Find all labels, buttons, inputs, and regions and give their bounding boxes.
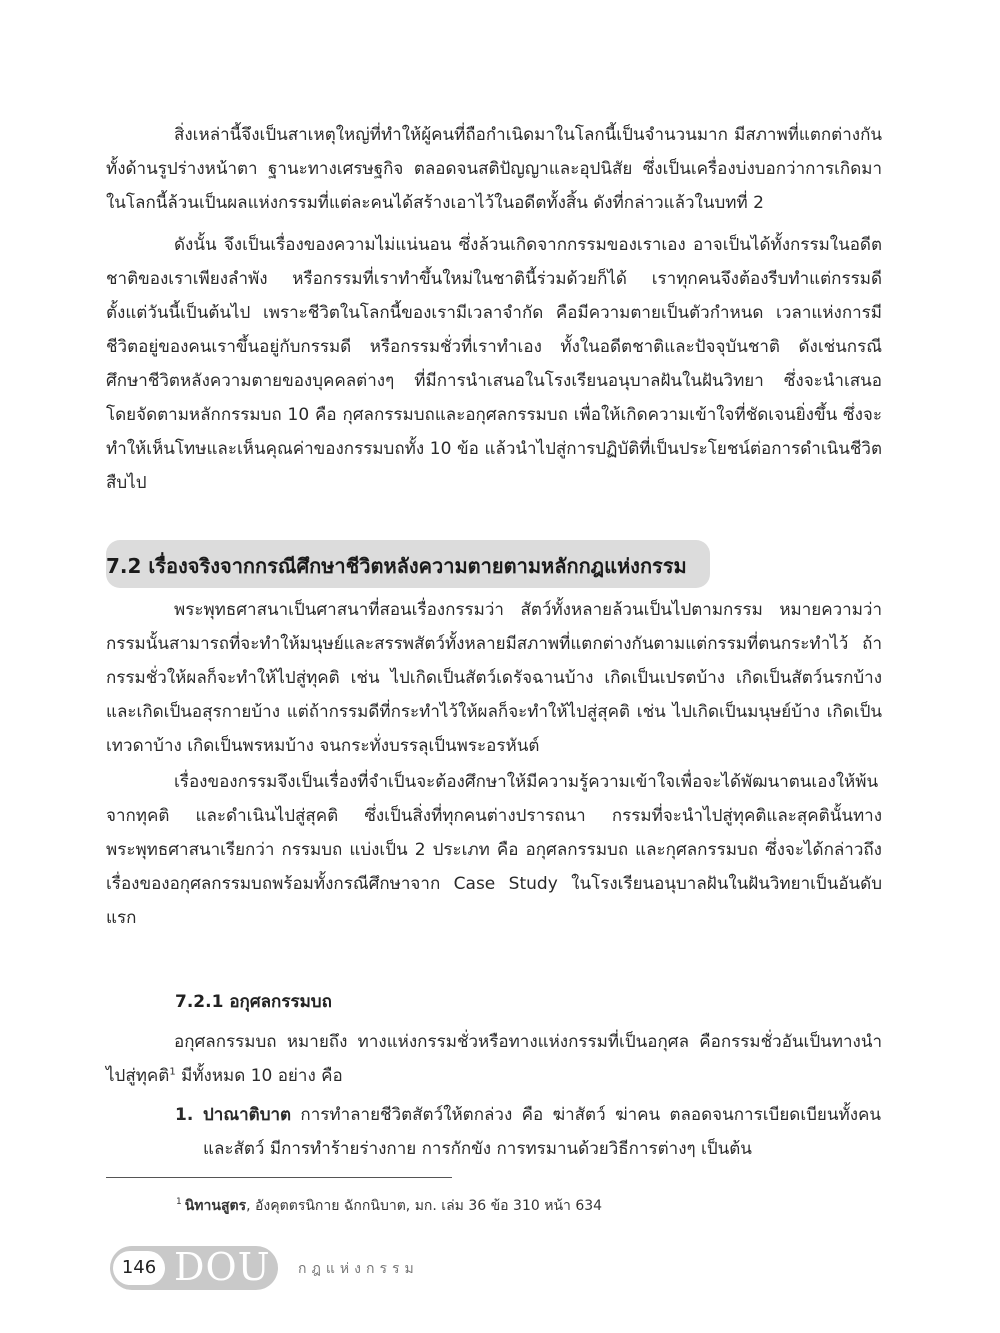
paragraph-5-text: อกุศลกรรมบถ หมายถึง ทางแห่งกรรมชั่วหรือทางแห่งกรรมที่เป็นอกุศล คือกรรมชั่วอันเป็นทางนำไปสู่ทุคติ [106, 1032, 882, 1086]
paragraph-3 [106, 593, 882, 763]
list-item-number: 1. [175, 1105, 194, 1125]
paragraph-5 [106, 1025, 882, 1093]
footnote-reference[interactable]: 1 [169, 1066, 176, 1078]
list-item-term: ปาณาติบาต [203, 1105, 292, 1125]
footnote [176, 1195, 602, 1217]
paragraph-2 [106, 228, 882, 500]
list-item-body [203, 1098, 881, 1166]
page-number: 146 [113, 1251, 165, 1285]
section-heading: 7.2 เรื่องจริงจากกรณีศึกษาชีวิตหลังความตายตามหลักกฎแห่งกรรม [106, 554, 687, 578]
footnote-source: นิทานสูตร [184, 1198, 247, 1214]
subsection-heading: 7.2.1 อกุศลกรรมบถ [175, 992, 332, 1012]
footnote-divider [106, 1177, 452, 1178]
footnote-number: 1 [176, 1197, 182, 1208]
dou-logo: DOU [174, 1245, 271, 1289]
footnote-text: , อังคุตตรนิกาย ฉักกนิบาต, มก. เล่ม 36 ข้อ 310 หน้า 634 [246, 1198, 603, 1214]
paragraph-5-tail: มีทั้งหมด 10 อย่าง คือ [175, 1066, 343, 1086]
paragraph-1-text: สิ่งเหล่านี้จึงเป็นสาเหตุใหญ่ที่ทำให้ผู้คนที่ถือกำเนิดมาในโลกนี้เป็นจำนวนมาก มีสภาพที่แตกต่างกัน ทั้งด้านรูปร่างหน้าตา ฐานะทางเศรษฐกิจ ตลอดจนสติปัญญาและอุปนิสัย ซึ่งเป็นเครื่องบ่งบอกว่าการเกิดมาในโลกนี้ล้วนเป็นผลแห่งกรรมที่แต่ละคนได้สร้างเอาไว้ในอดีตทั้งสิ้น ดังที่กล่าวแล้วในบทที่ 2 [106, 125, 882, 213]
list-item [175, 1098, 881, 1166]
list-item-text: การทำลายชีวิตสัตว์ให้ตกล่วง คือ ฆ่าสัตว์ ฆ่าคน ตลอดจนการเบียดเบียนทั้งคนและสัตว์ มีการทำร้ายร่างกาย การกักขัง การทรมานด้วยวิธีการต่างๆ เป็นต้น [203, 1105, 881, 1159]
paragraph-2-text: ดังนั้น จึงเป็นเรื่องของความไม่แน่นอน ซึ่งล้วนเกิดจากกรรมของเราเอง อาจเป็นได้ทั้งกรรมในอดีตชาติของเราเพียงลำพัง หรือกรรมที่เราทำขึ้นใหม่ในชาตินี้ร่วมด้วยก็ได้ เราทุกคนจึงต้องรีบทำแต่กรรมดีตั้งแต่วันนี้เป็นต้นไป เพราะชีวิตในโลกนี้ของเรามีเวลาจำกัด คือมีความตายเป็นตัวกำหนด เวลาแห่งการมีชีวิตอยู่ของคนเราขึ้นอยู่กับกรรมดี หรือกรรมชั่วที่เราทำเอง ทั้งในอดีตชาติและปัจจุบันชาติ ดังเช่นกรณีศึกษาชีวิตหลังความตายของบุคคลต่างๆ ที่มีการนำเสนอในโรงเรียนอนุบาลฝันในฝันวิทยา ซึ่งจะนำเสนอโดยจัดตามหลักกรรมบถ 10 คือ กุศลกรรมบถและอกุศลกรรมบถ เพื่อให้เกิดความเข้าใจที่ชัดเจนยิ่งขึ้น ซึ่งจะทำให้เห็นโทษและเห็นคุณค่าของกรรมบถทั้ง 10 ข้อ แล้วนำไปสู่การปฏิบัติที่เป็นประโยชน์ต่อการดำเนินชีวิตสืบไป [106, 235, 882, 493]
book-title: กฎแห่งกรรม [298, 1261, 419, 1277]
paragraph-4-text: เรื่องของกรรมจึงเป็นเรื่องที่จำเป็นจะต้องศึกษาให้มีความรู้ความเข้าใจเพื่อจะได้พัฒนาตนเองให้พ้นจากทุคติ และดำเนินไปสู่สุคติ ซึ่งเป็นสิ่งที่ทุกคนต่างปรารถนา กรรมที่จะนำไปสู่ทุคติและสุคตินั้นทางพระพุทธศาสนาเรียกว่า กรรมบถ แบ่งเป็น 2 ประเภท คือ อกุศลกรรมบถ และกุศลกรรมบถ ซึ่งจะได้กล่าวถึงเรื่องของอกุศลกรรมบถพร้อมทั้งกรณีศึกษาจาก Case Study ในโรงเรียนอนุบาลฝันในฝันวิทยาเป็นอันดับแรก [106, 772, 882, 928]
paragraph-3-text: พระพุทธศาสนาเป็นศาสนาที่สอนเรื่องกรรมว่า สัตว์ทั้งหลายล้วนเป็นไปตามกรรม หมายความว่ากรรมนั้นสามารถที่จะทำให้มนุษย์และสรรพสัตว์ทั้งหลายมีสภาพที่แตกต่างกันตามแต่กรรมที่ตนกระทำไว้ ถ้ากรรมชั่วให้ผลก็จะทำให้ไปสู่ทุคติ เช่น ไปเกิดเป็นสัตว์เดรัจฉานบ้าง เกิดเป็นเปรตบ้าง เกิดเป็นสัตว์นรกบ้าง และเกิดเป็นอสุรกายบ้าง แต่ถ้ากรรมดีที่กระทำไว้ให้ผลก็จะทำให้ไปสู่สุคติ เช่น ไปเกิดเป็นมนุษย์บ้าง เกิดเป็นเทวดาบ้าง เกิดเป็นพรหมบ้าง จนกระทั่งบรรลุเป็นพระอรหันต์ [106, 600, 882, 756]
paragraph-4 [106, 765, 882, 935]
paragraph-1 [106, 118, 882, 220]
